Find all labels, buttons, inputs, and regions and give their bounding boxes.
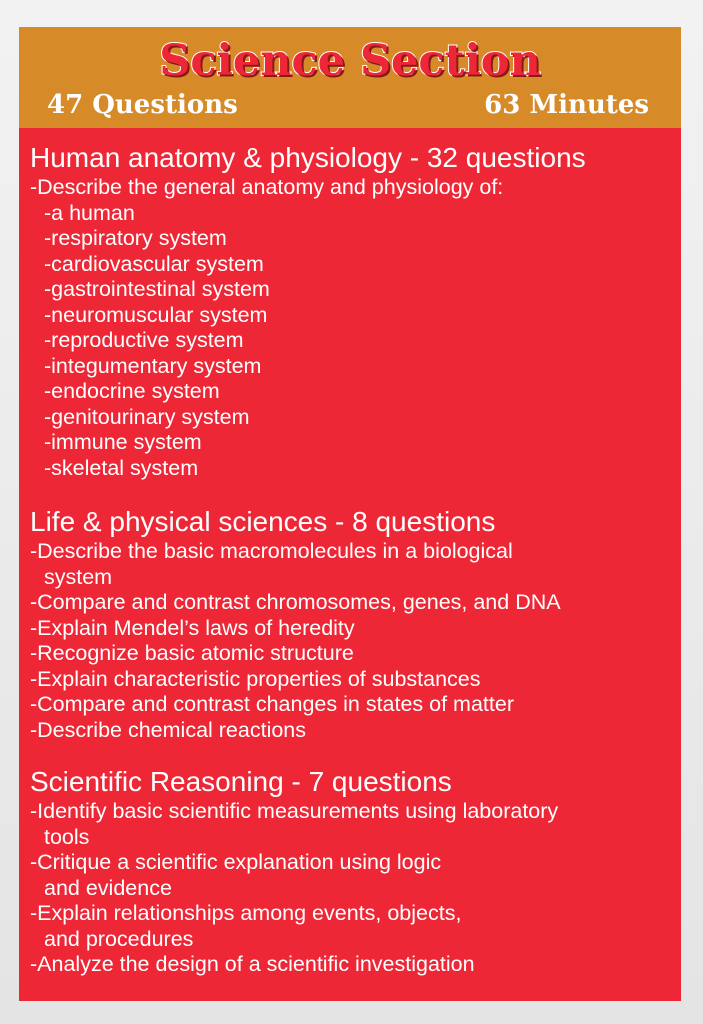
list-item: -Analyze the design of a scientific investigation xyxy=(30,952,475,976)
list-item-continuation: tools xyxy=(44,824,90,849)
section-title: Science Section xyxy=(159,36,541,86)
scientific-reasoning-section xyxy=(30,765,675,978)
list-item: -genitourinary system xyxy=(44,404,250,429)
section-heading: Life & physical sciences - 8 questions xyxy=(30,506,496,537)
list-item: -Describe chemical reactions xyxy=(30,717,307,742)
list-item-continuation: and evidence xyxy=(44,875,172,900)
list-item: -skeletal system xyxy=(44,455,199,480)
list-item: -respiratory system xyxy=(44,226,227,250)
section-heading: Scientific Reasoning - 7 questions xyxy=(30,766,452,797)
time-limit: 63 Minutes xyxy=(484,90,649,120)
section-intro: -Describe the general anatomy and physiology of: xyxy=(30,175,504,199)
list-item: -cardiovascular system xyxy=(44,251,264,276)
list-item: -reproductive system xyxy=(44,328,244,352)
question-count: 47 Questions xyxy=(47,90,238,120)
list-item: -Critique a scientific explanation using logic xyxy=(30,850,442,874)
list-item: -integumentary system xyxy=(44,353,262,378)
life-physical-sciences-section xyxy=(30,505,675,743)
list-item: -Describe the basic macromolecules in a biological xyxy=(30,539,513,563)
list-item: -endocrine system xyxy=(44,379,220,403)
list-item: -a human xyxy=(44,200,135,225)
list-item: -Compare and contrast chromosomes, genes, and DNA xyxy=(30,590,561,614)
section-header xyxy=(19,27,681,128)
list-item: -Explain relationships among events, objects, xyxy=(30,901,462,925)
list-item: -Recognize basic atomic structure xyxy=(30,641,354,665)
list-item-continuation: and procedures xyxy=(44,926,194,951)
list-item: -gastrointestinal system xyxy=(44,277,270,301)
list-item: -Identify basic scientific measurements using laboratory xyxy=(30,799,559,823)
list-item: -neuromuscular system xyxy=(44,302,268,327)
list-item: -immune system xyxy=(44,430,202,454)
section-heading: Human anatomy & physiology - 32 questions xyxy=(30,142,586,173)
anatomy-physiology-section xyxy=(30,141,675,481)
list-item: -Explain characteristic properties of substances xyxy=(30,666,481,691)
list-item: -Compare and contrast changes in states of matter xyxy=(30,692,514,716)
list-item: -Explain Mendel’s laws of heredity xyxy=(30,615,355,640)
science-section-card xyxy=(19,27,681,1001)
list-item-continuation: system xyxy=(44,564,113,589)
